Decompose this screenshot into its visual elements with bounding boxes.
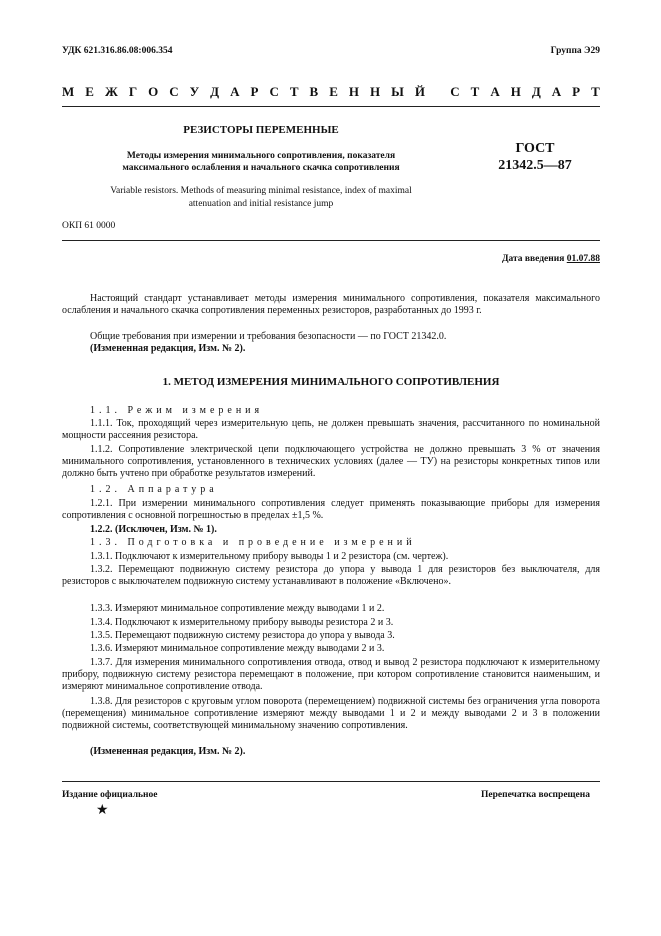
intro-general-reqs: Общие требования при измерении и требования безопасности — по ГОСТ 21342.0. (90, 331, 447, 342)
banner-letter: Р (250, 84, 259, 99)
banner-letter: Т (470, 84, 480, 99)
reprint-prohibited: Перепечатка воспрещена (480, 790, 590, 800)
banner-letter: Е (85, 84, 94, 99)
okp-rule (62, 240, 600, 241)
banner-letter: С (450, 84, 460, 99)
okp-code: ОКП 61 0000 (62, 221, 116, 231)
banner-letter: С (269, 84, 279, 99)
clause-1-3-2: 1.3.2. Перемещают подвижную систему резистора до упора у вывода 1 для резисторов без выключателя, для резисторов с выключателем подвижную систему устанавливают в положение «Включено». (62, 564, 600, 587)
banner-letter: Й (414, 84, 425, 99)
banner-letter: Д (210, 84, 220, 99)
banner-letter: М (62, 84, 75, 99)
banner-letter: У (189, 84, 200, 99)
standard-banner (62, 84, 600, 100)
clause-1-3-8: 1.3.8. Для резисторов с круговым углом поворота (перемещением) подвижной системы без ограничения угла поворота (перемещения) минимальное сопротивление измеряют между выводами 1 и 2 и между выводами 2 и 3 в положении подвижной системы, соответствующей минимальному значению сопротивления. (62, 696, 600, 731)
date-value: 01.07.88 (566, 254, 600, 264)
intro-amendment: (Измененная редакция, Изм. № 2). (90, 343, 246, 354)
subtitle-line-1: Методы измерения минимального сопротивления, показателя (126, 151, 396, 161)
clause-1-2-2: 1.2.2. (Исключен, Изм. № 1). (90, 524, 217, 535)
banner-letter: Ы (391, 84, 404, 99)
banner-rule (62, 106, 600, 107)
section-heading: 1. МЕТОД ИЗМЕРЕНИЯ МИНИМАЛЬНОГО СОПРОТИВЛЕНИЯ (162, 376, 500, 388)
document-title: РЕЗИСТОРЫ ПЕРЕМЕННЫЕ (183, 124, 339, 136)
clause-1-3-4: 1.3.4. Подключают к измерительному прибору выводы резистора 2 и 3. (90, 617, 394, 628)
clause-1-3-1: 1.3.1. Подключают к измерительному прибору выводы 1 и 2 резистора (см. чертеж). (90, 551, 449, 562)
banner-letter: О (148, 84, 159, 99)
clause-1-3-7: 1.3.7. Для измерения минимального сопротивления отвода, отвод и вывод 2 резистора подключают к измерительному прибору, подвижную систему резистора перемещают в положение, при котором сопротивление становится наименьшим, и измеряют минимальное сопротивление отвода. (62, 657, 600, 692)
english-title-line-1: Variable resistors. Methods of measuring minimal resistance, index of maximal (110, 186, 412, 196)
subtitle-line-2: максимального ослабления и начального скачка сопротивления (122, 163, 400, 173)
english-title (62, 185, 460, 211)
banner-letter: Н (510, 84, 521, 99)
clause-1-3-6: 1.3.6. Измеряют минимальное сопротивление между выводами 2 и 3. (90, 643, 385, 654)
banner-letter: А (490, 84, 500, 99)
gost-number: 21342.5—87 (498, 158, 572, 173)
banner-letter: Г (128, 84, 138, 99)
banner-letter: Д (531, 84, 541, 99)
banner-letter: Т (289, 84, 299, 99)
clause-1-1-1: 1.1.1. Ток, проходящий через измерительную цепь, не должен превышать значения, рассчитанного по номинальной мощности рассеяния резистора. (62, 418, 600, 441)
banner-letter: Ж (104, 84, 118, 99)
clause-1-3-5: 1.3.5. Перемещают подвижную систему резистора до упора у вывода 3. (90, 630, 395, 641)
banner-letter: А (230, 84, 240, 99)
banner-letter: Н (348, 84, 359, 99)
udk-code: УДК 621.316.86.08:006.354 (62, 46, 173, 56)
clause-1-1-2: 1.1.2. Сопротивление электрической цепи подключающего устройства не должно превышать 3 % от значения минимального сопротивления, установленного в технических условиях (далее — ТУ) на резисторы конкретных типов или должно быть учтено при обработке результатов измерений. (62, 444, 600, 479)
intro-paragraph: Настоящий стандарт устанавливает методы измерения минимального сопротивления, показателя максимального ослабления и начального скачка сопротивления переменных резисторов, разработанных до 1993 г. (62, 293, 600, 316)
english-title-line-2: attenuation and initial resistance jump (188, 199, 334, 209)
star-icon: ★ (96, 803, 109, 818)
banner-letter: А (551, 84, 562, 99)
banner-letter: В (309, 84, 319, 99)
banner-letter: Н (369, 84, 381, 99)
clause-1-3-3: 1.3.3. Измеряют минимальное сопротивление между выводами 1 и 2. (90, 603, 385, 614)
banner-letter: Р (572, 84, 581, 99)
clause-1-2: 1.2. Аппаратура (90, 484, 218, 495)
banner-letter: Е (329, 84, 338, 99)
section-amendment: (Измененная редакция, Изм. № 2). (90, 746, 246, 757)
banner-letter: С (169, 84, 179, 99)
official-edition: Издание официальное (62, 790, 158, 800)
footer-rule (62, 781, 600, 782)
banner-letter (436, 84, 439, 100)
gost-designation (470, 140, 600, 174)
date-label: Дата введения (501, 254, 565, 264)
clause-1-1: 1.1. Режим измерения (90, 405, 264, 416)
introduction-date (502, 254, 600, 264)
clause-1-3: 1.3. Подготовка и проведение измерений (90, 537, 416, 548)
banner-letter: Т (591, 84, 600, 99)
document-subtitle (62, 150, 460, 174)
group-code: Группа Э29 (550, 46, 600, 56)
gost-label: ГОСТ (515, 141, 555, 156)
clause-1-2-1: 1.2.1. При измерении минимального сопротивления следует применять показывающие приборы для измерения сопротивления с основной погрешностью в пределах ±1,5 %. (62, 498, 600, 521)
